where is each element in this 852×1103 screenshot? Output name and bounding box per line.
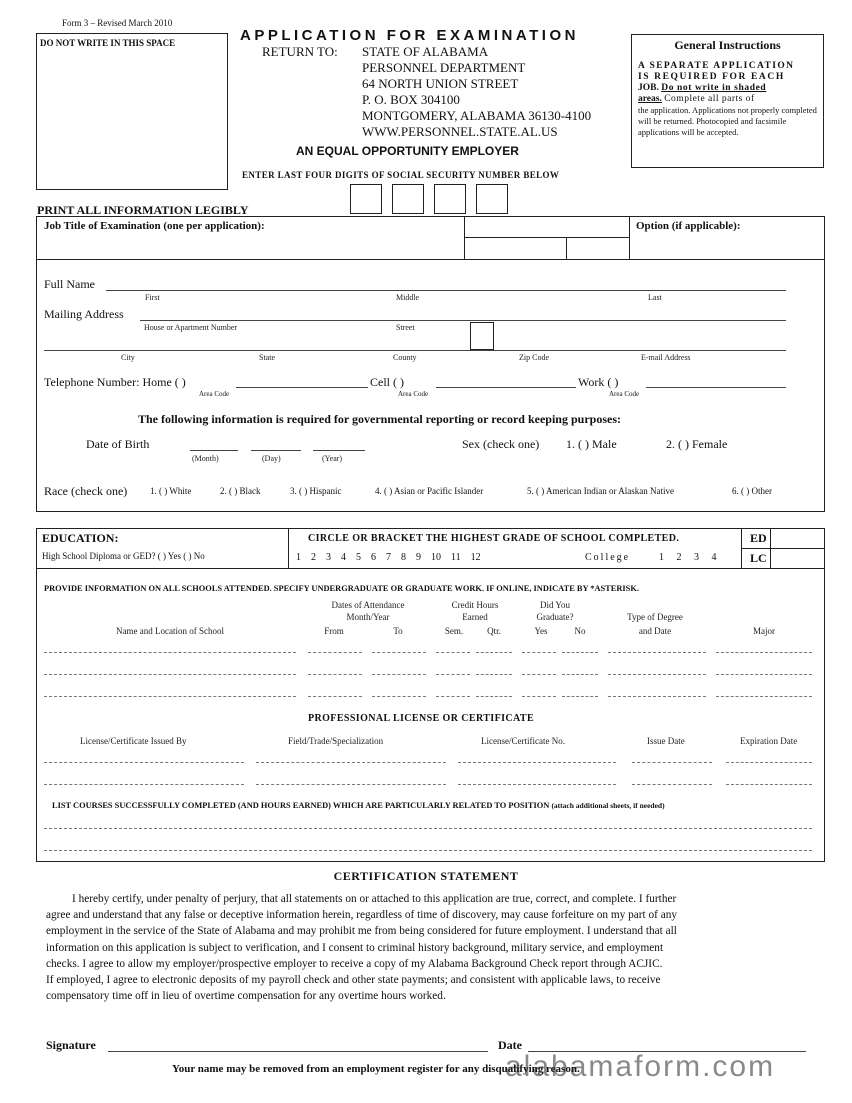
lic-number-input[interactable] <box>458 784 616 785</box>
divider <box>36 568 825 569</box>
ssn-instruction: ENTER LAST FOUR DIGITS OF SOCIAL SECURITY NUMBER BELOW <box>242 170 560 180</box>
county-caption: County <box>393 353 417 362</box>
address-line-2-input[interactable] <box>44 350 786 351</box>
courses-line-2[interactable] <box>44 850 812 851</box>
school-yes-input[interactable] <box>522 674 556 675</box>
lic-issue-date: Issue Date <box>647 736 685 746</box>
school-no-input[interactable] <box>562 674 598 675</box>
col-yes: Yes <box>534 626 548 636</box>
sex-male-option[interactable]: 1. ( ) Male <box>566 437 617 451</box>
office-use-box <box>36 33 228 190</box>
city-caption: City <box>121 353 135 362</box>
last-caption: Last <box>648 293 662 302</box>
lic-field: Field/Trade/Specialization <box>288 736 384 746</box>
shaded-box <box>470 322 494 350</box>
lic-exp-input[interactable] <box>726 762 812 763</box>
middle-caption: Middle <box>396 293 420 302</box>
race-other-option[interactable]: 6. ( ) Other <box>732 486 772 496</box>
education-title: EDUCATION: <box>42 531 119 545</box>
footer-note: Your name may be removed from an employment register for any disqualifying reason. <box>172 1063 580 1075</box>
ssn-digit-3[interactable] <box>434 184 466 214</box>
lic-number-input[interactable] <box>458 762 616 763</box>
instructions-line: Complete all parts of <box>664 94 755 104</box>
option-label: Option (if applicable): <box>636 220 741 232</box>
job-title-label: Job Title of Examination (one per application): <box>44 220 265 232</box>
school-sem-input[interactable] <box>436 674 470 675</box>
dob-month-input[interactable] <box>190 450 238 451</box>
col-qtr: Qtr. <box>487 626 501 636</box>
certification-title: CERTIFICATION STATEMENT <box>333 869 519 883</box>
date-label: Date <box>498 1038 522 1052</box>
school-from-input[interactable] <box>308 696 362 697</box>
full-name-label: Full Name <box>44 277 95 291</box>
year-caption: (Year) <box>322 454 343 463</box>
school-degree-input[interactable] <box>608 696 706 697</box>
mailing-address-label: Mailing Address <box>44 307 124 321</box>
ed-code: ED <box>750 531 767 545</box>
schools-instruction: PROVIDE INFORMATION ON ALL SCHOOLS ATTENDED. SPECIFY UNDERGRADUATE OR GRADUATE WORK. IF ONLINE, INDICATE BY *ASTERISK. <box>44 584 639 593</box>
school-major-input[interactable] <box>716 674 812 675</box>
race-hispanic-option[interactable]: 3. ( ) Hispanic <box>290 486 342 496</box>
gov-reporting-notice: The following information is required for governmental reporting or record keeping purposes: <box>138 412 621 426</box>
divider <box>566 237 567 259</box>
lc-code: LC <box>750 551 767 565</box>
instructions-line: JOB. <box>638 83 659 93</box>
col-sem: Sem. <box>444 626 464 636</box>
certification-text <box>46 891 822 1004</box>
full-name-input[interactable] <box>106 290 786 291</box>
lic-field-input[interactable] <box>256 762 446 763</box>
address-line: PERSONNEL DEPARTMENT <box>362 60 526 75</box>
race-white-option[interactable]: 1. ( ) White <box>150 486 192 496</box>
street-caption: Street <box>396 323 415 332</box>
work-phone-input[interactable] <box>646 387 786 388</box>
grade-instruction: CIRCLE OR BRACKET THE HIGHEST GRADE OF SCHOOL COMPLETED. <box>308 533 680 544</box>
lic-issue-input[interactable] <box>632 762 712 763</box>
school-name-input[interactable] <box>44 652 296 653</box>
dob-year-input[interactable] <box>313 450 365 451</box>
school-to-input[interactable] <box>372 696 426 697</box>
col-anddate: and Date <box>638 626 672 636</box>
school-no-input[interactable] <box>562 696 598 697</box>
cell-label: Cell ( ) <box>370 375 404 389</box>
lic-exp-input[interactable] <box>726 784 812 785</box>
instructions-line: areas. <box>638 94 662 104</box>
hs-diploma-question[interactable]: High School Diploma or GED? ( ) Yes ( ) No <box>42 551 205 561</box>
school-sem-input[interactable] <box>436 652 470 653</box>
dob-label: Date of Birth <box>86 437 150 451</box>
job-title-input[interactable] <box>44 234 459 256</box>
telephone-home-label: Telephone Number: Home ( ) <box>44 375 186 389</box>
form-title: APPLICATION FOR EXAMINATION <box>240 27 579 44</box>
personal-info-section <box>36 216 825 512</box>
lic-issued-input[interactable] <box>44 762 244 763</box>
col-grad: Graduate? <box>536 612 574 622</box>
form-revision: Form 3 – Revised March 2010 <box>62 18 173 28</box>
lic-exp-date: Expiration Date <box>740 736 798 746</box>
office-use-label: DO NOT WRITE IN THIS SPACE <box>40 38 176 48</box>
school-major-input[interactable] <box>716 652 812 653</box>
ssn-digit-1[interactable] <box>350 184 382 214</box>
lic-issued-input[interactable] <box>44 784 244 785</box>
area-code-caption: Area Code <box>609 390 640 398</box>
dob-day-input[interactable] <box>251 450 301 451</box>
instructions-line: IS REQUIRED FOR EACH <box>638 72 785 82</box>
cert-line: information on this application is subject to verification, and I consent to criminal history background, military service, and employment <box>46 941 664 954</box>
watermark: alabamaform.com <box>505 1050 776 1083</box>
school-yes-input[interactable] <box>522 652 556 653</box>
lic-field-input[interactable] <box>256 784 446 785</box>
license-title: PROFESSIONAL LICENSE OR CERTIFICATE <box>308 713 535 724</box>
school-qtr-input[interactable] <box>476 652 512 653</box>
col-degree: Type of Degree <box>627 612 683 622</box>
address-line: WWW.PERSONNEL.STATE.AL.US <box>362 124 558 139</box>
courses-line-1[interactable] <box>44 828 812 829</box>
school-qtr-input[interactable] <box>476 674 512 675</box>
instructions-text: the application. Applications not properly completed will be returned. Photocopied and facsimile applications will be accepted. <box>638 105 817 137</box>
general-instructions-box <box>631 34 824 168</box>
col-monthyear: Month/Year <box>346 612 390 622</box>
cert-line: checks. I agree to allow my employer/prospective employer to receive a copy of my Alabama Background Check report through ACJIC. <box>46 957 663 970</box>
state-caption: State <box>259 353 275 362</box>
col-to: To <box>393 626 403 636</box>
address-line-1-input[interactable] <box>140 320 786 321</box>
race-asian-option[interactable]: 4. ( ) Asian or Pacific Islander <box>375 486 484 496</box>
college-label: College <box>585 552 631 563</box>
house-caption: House or Apartment Number <box>144 323 238 332</box>
courses-instruction-text: LIST COURSES SUCCESSFULLY COMPLETED (AND HOURS EARNED) WHICH ARE PARTICULARLY RELATED TO POSITION <box>52 801 550 810</box>
instructions-title: General Instructions <box>674 38 781 52</box>
col-major: Major <box>753 626 775 636</box>
school-from-input[interactable] <box>308 652 362 653</box>
instructions-line: A SEPARATE APPLICATION <box>638 61 795 71</box>
college-year-options[interactable]: 1 2 3 4 <box>659 552 717 563</box>
school-from-input[interactable] <box>308 674 362 675</box>
cert-line: I hereby certify, under penalty of perjury, that all statements on or attached to this application are true, correct, and complete. I further <box>72 893 677 905</box>
school-name-input[interactable] <box>44 696 296 697</box>
print-legibly: PRINT ALL INFORMATION LEGIBLY <box>37 203 249 217</box>
zip-caption: Zip Code <box>519 353 549 362</box>
school-degree-input[interactable] <box>608 674 706 675</box>
day-caption: (Day) <box>262 454 281 463</box>
address-line: MONTGOMERY, ALABAMA 36130-4100 <box>362 108 592 123</box>
courses-note: (attach additional sheets, if needed) <box>551 801 665 810</box>
col-no: No <box>574 626 586 636</box>
ssn-digit-2[interactable] <box>392 184 424 214</box>
work-label: Work ( ) <box>578 375 619 389</box>
divider <box>741 548 825 549</box>
eoe-statement: AN EQUAL OPPORTUNITY EMPLOYER <box>296 144 519 158</box>
school-major-input[interactable] <box>716 696 812 697</box>
signature-label: Signature <box>46 1038 96 1052</box>
grade-options[interactable]: 1 2 3 4 5 6 7 8 9 10 11 12 <box>296 552 481 563</box>
cert-line: compensatory time off in lieu of overtime compensation for any overtime hours worked. <box>46 990 446 1003</box>
race-black-option[interactable]: 2. ( ) Black <box>220 486 261 496</box>
address-line: 64 NORTH UNION STREET <box>362 76 519 91</box>
cert-line: agree and understand that any false or deceptive information herein, regardless of time of discovery, may cause forfeiture on my part of any <box>46 909 678 922</box>
first-caption: First <box>145 293 160 302</box>
cert-line: employment in the service of the State of Alabama and may prohibit me from being considered for future employment. I understand that all <box>46 925 677 938</box>
divider <box>464 237 630 238</box>
col-from: From <box>324 626 344 636</box>
courses-instruction <box>52 801 665 810</box>
school-qtr-input[interactable] <box>476 696 512 697</box>
divider <box>288 528 289 568</box>
home-phone-input[interactable] <box>236 387 368 388</box>
signature-input[interactable] <box>108 1051 488 1052</box>
lic-issue-input[interactable] <box>632 784 712 785</box>
col-dates: Dates of Attendance <box>331 600 405 610</box>
email-caption: E-mail Address <box>641 353 691 362</box>
lic-issued-by: License/Certificate Issued By <box>80 736 187 746</box>
school-name-input[interactable] <box>44 674 296 675</box>
return-address <box>362 44 591 140</box>
school-yes-input[interactable] <box>522 696 556 697</box>
lic-number: License/Certificate No. <box>481 736 565 746</box>
col-did: Did You <box>539 600 570 610</box>
school-degree-input[interactable] <box>608 652 706 653</box>
school-sem-input[interactable] <box>436 696 470 697</box>
address-line: STATE OF ALABAMA <box>362 44 489 59</box>
col-name: Name and Location of School <box>116 626 224 636</box>
school-no-input[interactable] <box>562 652 598 653</box>
school-to-input[interactable] <box>372 674 426 675</box>
cell-phone-input[interactable] <box>436 387 576 388</box>
col-earned: Earned <box>462 612 488 622</box>
school-to-input[interactable] <box>372 652 426 653</box>
sex-label: Sex (check one) <box>462 437 540 451</box>
area-code-caption: Area Code <box>398 390 429 398</box>
sex-female-option[interactable]: 2. ( ) Female <box>666 437 728 451</box>
education-section <box>36 528 825 862</box>
month-caption: (Month) <box>192 454 219 463</box>
job-title-code-input[interactable] <box>464 216 630 237</box>
instructions-line: Do not write in shaded <box>661 83 767 93</box>
address-line: P. O. BOX 304100 <box>362 92 460 107</box>
ssn-digit-4[interactable] <box>476 184 508 214</box>
race-native-option[interactable]: 5. ( ) American Indian or Alaskan Native <box>527 486 674 496</box>
col-credit: Credit Hours <box>451 600 499 610</box>
race-label: Race (check one) <box>44 484 128 498</box>
area-code-caption: Area Code <box>199 390 230 398</box>
return-to-label: RETURN TO: <box>262 44 338 59</box>
divider <box>36 259 825 260</box>
cert-line: If employed, I agree to electronic deposits of my payroll check and other state payments; and consistent with applicable laws, to receive <box>46 974 661 987</box>
